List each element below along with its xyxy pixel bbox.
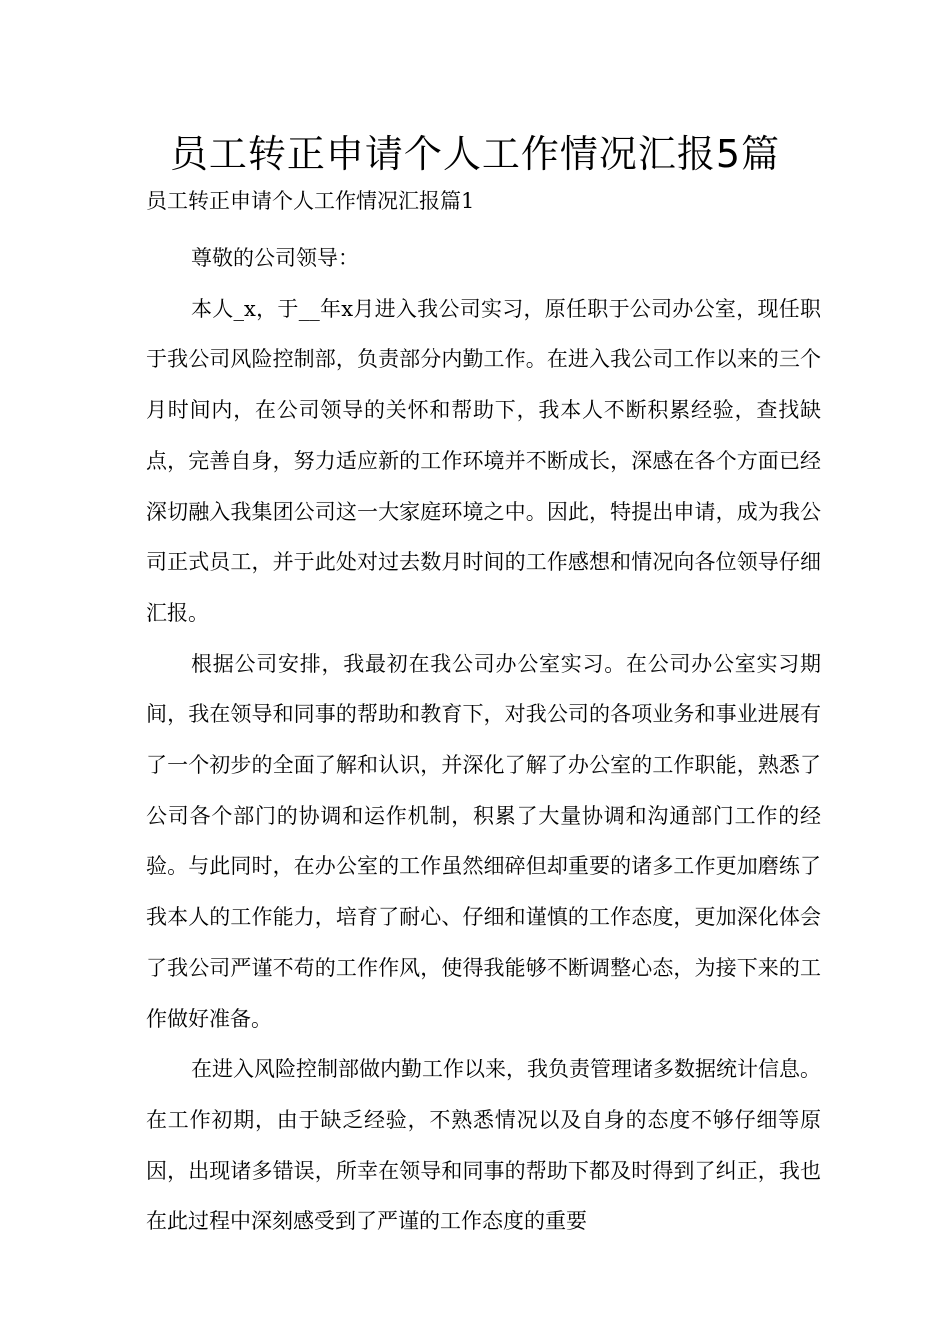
- paragraph-1: 本人_x，于__年x月进入我公司实习，原任职于公司办公室，现任职于我公司风险控制部，负责部分内勤工作。在进入我公司工作以来的三个月时间内，在公司领导的关怀和帮助下，我本人不断积累经验，查找缺点，完善自身，努力适应新的工作环境并不断成长，深感在各个方面已经深切融入我集团公司这一大家庭环境之中。因此，特提出申请，成为我公司正式员工，并于此处对过去数月时间的工作感想和情况向各位领导仔细汇报。: [146, 296, 821, 625]
- document-title: 员工转正申请个人工作情况汇报5篇: [169, 132, 781, 176]
- paragraph-3: 在进入风险控制部做内勤工作以来，我负责管理诸多数据统计信息。在工作初期，由于缺乏经验，不熟悉情况以及自身的态度不够仔细等原因，出现诸多错误，所幸在领导和同事的帮助下都及时得到了纠正，我也在此过程中深刻感受到了严谨的工作态度的重要: [146, 1057, 821, 1234]
- document-body: [146, 233, 821, 1247]
- section-heading: 员工转正申请个人工作情况汇报篇1: [146, 189, 475, 213]
- salutation: 尊敬的公司领导：: [191, 246, 359, 270]
- paragraph-2: 根据公司安排，我最初在我公司办公室实习。在公司办公室实习期间，我在领导和同事的帮助和教育下，对我公司的各项业务和事业进展有了一个初步的全面了解和认识，并深化了解了办公室的工作职能，熟悉了公司各个部门的协调和运作机制，积累了大量协调和沟通部门工作的经验。与此同时，在办公室的工作虽然细碎但却重要的诸多工作更加磨练了我本人的工作能力，培育了耐心、仔细和谨慎的工作态度，更加深化体会了我公司严谨不苟的工作作风，使得我能够不断调整心态，为接下来的工作做好准备。: [146, 651, 821, 1031]
